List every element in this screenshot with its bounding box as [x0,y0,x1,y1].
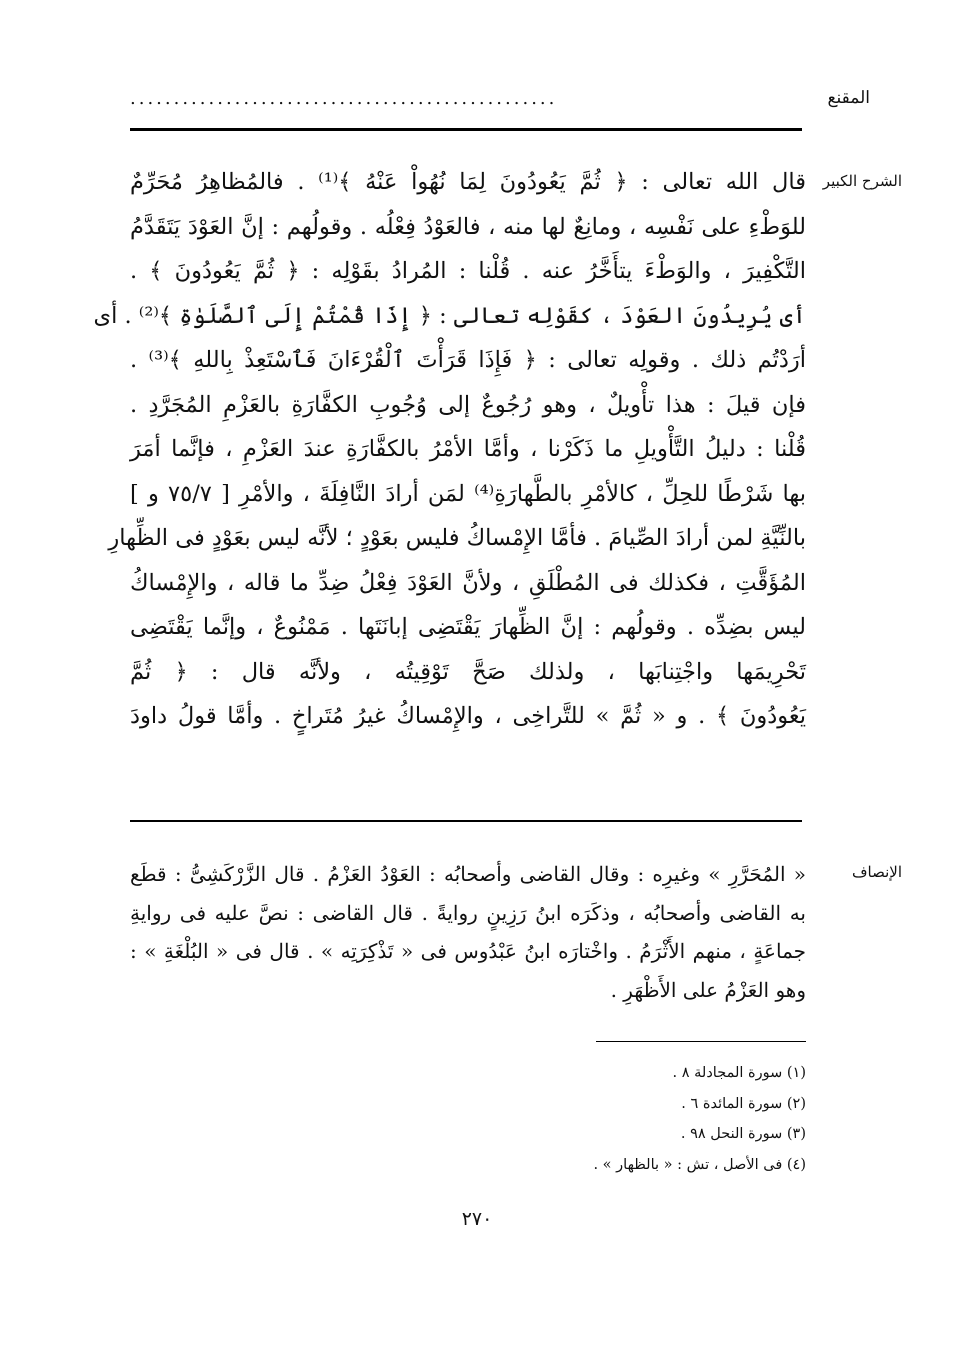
text-line: جماعَةٍ ، منهم الأَثْرَمُ . واخْتارَه ابنُ عَبْدُوس فى « تَذْكِرَتِه » . قال فى « البُلْغَةِ » : [130,939,806,964]
text-line: به القاضى وأصحابُه ، وذكَرَه ابنُ رَزِينٍ روايةً . قال القاضى : نصَّ عليه فى روايةِ [130,900,806,925]
header-rule [130,128,802,131]
footnote: (٤) فى الأصل ، تش : « بالظهار » . [593,1156,806,1173]
text-line: بالنِّيَّةِ لمن أرادَ الصِّيامَ . فأمَّا الإِمْساكُ فليس بعَوْدٍ ؛ لأنَّه ليس بعَوْدٍ فى الظِّهارِ [108,525,806,551]
text-line: ليس بضِدِّه . وقولُهم : إنَّ الظِّهارَ يَقْتَضِى إبانَتَها . مَمْنُوعٌ ، وإنَّما يَقْتَضِى [130,614,806,640]
text-line: بها شَرْطًا للحِلِّ ، كالأمْرِ بالطَّهارَةِ⁽⁴⁾ لمَن أرادَ النَّافِلَةَ ، والأمْرِ [ ٧٥/٧ و ] [130,480,806,507]
text-line: فإن قيلَ : هذا تأْويلٌ ، وهو رُجُوعٌ إلى وُجُوبِ الكفَّارَةِ بالعَزْمِ المُجَرَّدِ . [130,391,806,418]
text-line: أرَدْتُم ذلك . وقولِه تعالى : ﴿ فَإِذَا قَرَأْتَ ٱلْقُرْءَانَ فَٱسْتَعِذْ بِاللهِ ﴾⁽³⁾ . [130,347,806,373]
text-line: قال الله تعالى : ﴿ ثُمَّ يَعُودُونَ لِمَا نُهُواْ عَنْهُ ﴾⁽¹⁾ . فالمُظاهِرُ مُحَرِّمٌ [130,169,807,195]
text-line: تَحْرِيمَها واجْتِنابَها ، ولذلك صَحَّ تَوْقِيتُه ، ولأنَّه قال : ﴿ ثُمَّ [130,658,806,685]
page-number: ٢٧٠ [461,1208,493,1230]
footnote: (١) سورة المجادلة ٨ . [672,1065,806,1081]
insaf-section-label: الإنصاف [851,863,902,881]
header-leader-dots: ................................................. [130,88,558,109]
footnote: (٢) سورة المائدة ٦ . [681,1095,806,1112]
text-line: « المُحَرَّرِ » وغيرِه : وقال القاضى وأصحابُه : العَوْدُ العَزْمُ . قال الزَّرْكَشِىُّ : قطَع [130,862,806,886]
text-line: المُؤَقَّتِ ، فكذلك فى المُطْلَقِ ، ولأنَّ العَوْدَ فِعْلُ ضِدِّ ما قاله ، والإِمْساكُ [130,569,806,596]
footnotes [506,1058,806,1180]
text-line: أى يُرِيدُونَ العَوْدَ ، كقَوْلِه تعالى : ﴿ إِذَا قُمْتُمْ إِلَى ٱلصَّلَوٰةِ ﴾⁽²⁾ . أى [93,302,806,329]
text-line: للوَطْءِ على نَفْسِه ، ومانِعٌ لها منه ، فالعَوْدُ فِعْلُه . وقولُهم : إنَّ العَوْدَ يَتَقَدَّمُ [130,213,806,240]
sharh-body-text [93,160,807,739]
insaf-body-text [130,855,806,1009]
sharh-section-label: الشرح الكبير [822,172,902,190]
text-line: التَّكْفِيرَ ، والوَطْءَ يتأَخَّرُ عنه . قُلْنا : المُرادُ بقَوْلِه : ﴿ ثُمَّ يَعُودُونَ ﴾ . [130,258,806,284]
footnote-rule [596,1041,806,1042]
footnote: (٣) سورة النحل ٩٨ . [680,1126,806,1142]
section-divider [130,820,802,822]
text-line: قُلْنا : دليلُ التَّأْويلِ ما ذَكَرْنا ، وأمَّا الأمْرُ بالكفَّارَةِ عندَ العَزْمِ ، فإنَّما أمَرَ [130,436,806,462]
running-header [130,88,870,128]
text-line: وهو العَزْمُ على الأَظْهَرِ . [610,977,806,1002]
running-title: المقنع [827,88,870,108]
text-line: يَعُودُونَ ﴾ . و « ثُمَّ » للتَّراخِى ، والإِمْساكُ غيرُ مُتَراخٍ . وأمَّا قولُ داودَ [130,703,806,729]
